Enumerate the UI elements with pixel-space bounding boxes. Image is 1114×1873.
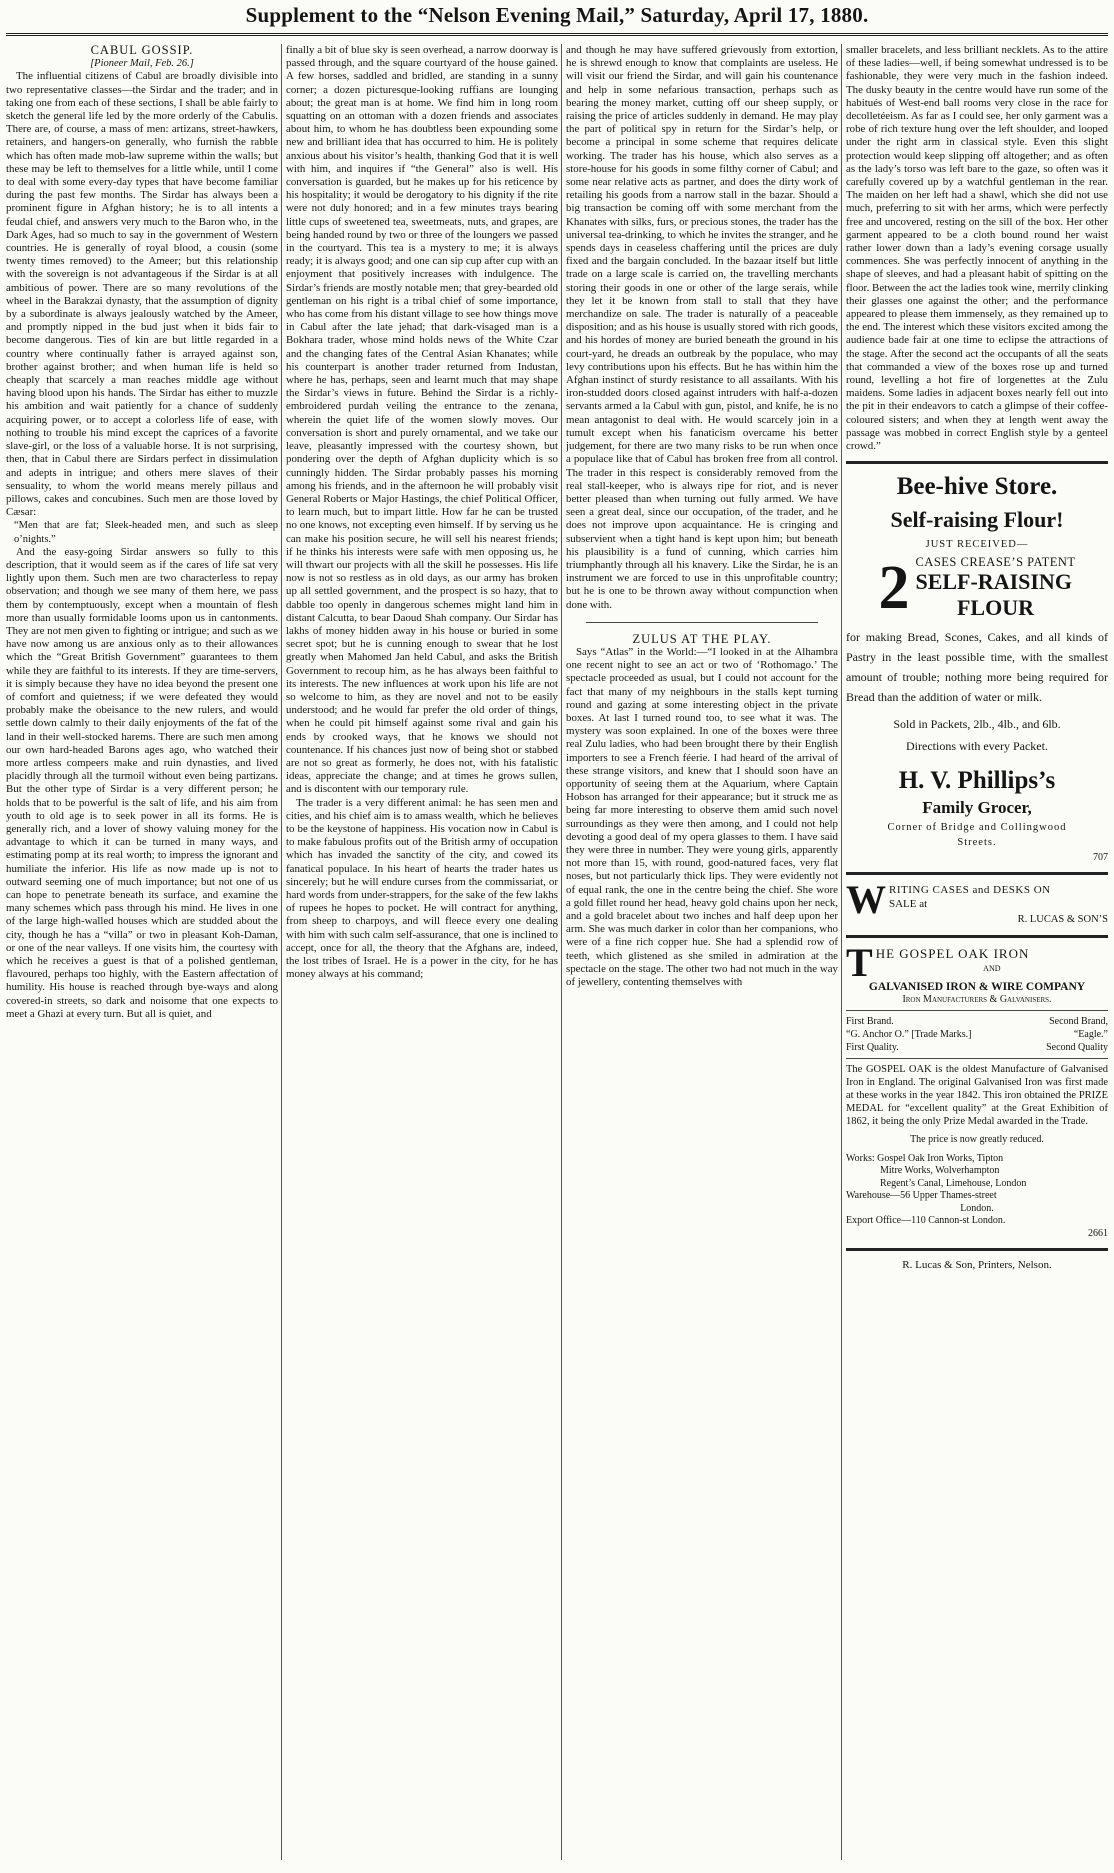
ad-product-name-2: FLOUR: [956, 594, 1034, 620]
ad-dropcap: T: [846, 945, 873, 980]
article-paragraph: And the easy-going Sirdar answers so fully to this description, that it would seem as if the cares of life sat very lightly upon them. Such men are two characterless to repay observation; and though we see many of them here, we pass them by contemptuously, except when a mountain of flesh more than usually formidable looms upon us in cantonments. They are not men given to fighting or intrigue; and such as we have now among us are anxious only as to their allowances which the “Great British Government” guarantees to them while they are faithful to its interests. If they are time-servers, it is simply because they have no idea beyond the present one of comfort and quietness; if we were defeated they would probably make the obeisance to the new rulers, and would settle down calmly to their daily enjoyments of the fat of the land in their well-stocked harems. There are such men among our own hard-headed Barons ages ago, who watched their more artless compeers make and ruin dynasties, and lived placidly through all the turmoil without even being partizans. But the other type of Sirdar is a very different person; he holds that to be powerful is the salt of life, and his aim from youth to old age is to seek power in all its forms. He is generally rich, and a lover of showy valuing money for the advantage to which it can be turned in many ways, and estimating pomp at its real worth; to impress the ignorant and humiliate the inferior. His life as now made up is not to outward seeming one of much importance; but not one of us can hope to penetrate beneath its surface, and examine the many schemes which pass through his mind. He lives in one of the large high-walled houses which are studded about the city, though he has a “villa” or two in pleasant Koh-Daman, or one of the near valleys. If one visits him, the courtesy with which he receives a guest is that of a polished gentleman, flavoured, perhaps too highly, with the Eastern affectation of humility. His house is reached through bye-ways and along covered-in streets, so dark and noisome that one expects to meet a Ghazi at every turn. But all is quiet, and: [6, 545, 278, 1020]
ad-seller: R. LUCAS & SON’S: [1017, 914, 1108, 926]
ad-line: AND: [983, 963, 1001, 973]
column-1: [6, 44, 278, 1860]
masthead-rule: [6, 33, 1108, 36]
ad-grocer-name: H. V. Phillips’s: [898, 766, 1056, 794]
ad-ref-number: 2661: [1088, 1227, 1108, 1239]
article-quotation: “Men that are fat; Sleek-headed men, and such as sleep o’nights.”: [14, 520, 278, 545]
ad-body-text: for making Bread, Scones, Cakes, and all kinds of Pastry in the least possible time, with the smallest amount of trouble; nothing more being required for Bread than the addition of water or milk.: [846, 629, 1108, 704]
article-paragraph: smaller bracelets, and less brilliant necklets. As to the attire of these ladies—well, if being somewhat undressed is to be fashionable, they were very much in the fashion indeed. The dusky beauty in the centre would have run some of the habitués of West-end ball rooms very close in the race for decolletéeism. As far as I could see, her only garment was a robe of rich texture hung over the left shoulder, and looped under the right arm in classical style. Even this slight protection would keep slipping off altogether; and as often as the lady’s torso was left bare to the gaze, so often was it carefully covered up by a watchful gentleman in the rear. The maiden on her left had a shawl, which she did not use much, preferring to sit with her arms, which were perfectly free and uncovered, resting on the sill of the box. Her other garment appeared to be a cloth bound round her waist rather lower down than a lady’s evening corsage usually commences. She was perfectly innocent of anything in the shape of sleeves, and had a pleasant habit of spitting on the floor. Between the act the ladies took wine, merrily clinking their glasses one against the other; and the performance appeared to please them immensely, as they remained up to the end. The interest which these visitors excited among the audience bade fair at one time to eclipse the attractions of the stage. After the second act the occupants of all the seats that commanded a view of the boxes rose up and turned round, levelling a hot fire of lorgenettes at the Zulu maidens. Some ladies in adjacent boxes nearly fell out into the pit in their endeavors to catch a glimpse of their coffee-coloured sisters; and when they at length went away the passage was mobbed in correct English style by a genteel crowd.”: [846, 44, 1108, 453]
column-divider: [841, 44, 842, 1860]
column-divider: [281, 44, 282, 1860]
ad-history: The GOSPEL OAK is the oldest Manufacture of Galvanised Iron in England. The original Galvanised Iron was first made at these works in the year 1842. This iron obtained the PRIZE MEDAL for “excellent quality” at the Great Exhibition of 1862, it being the only Prize Medal awarded in the Trade.: [846, 1064, 1108, 1128]
ad-warehouse: Warehouse—56 Upper Thames-street: [846, 1190, 997, 1202]
ad-works: Works: Gospel Oak Iron Works, Tipton: [846, 1152, 1004, 1164]
article-title-cabul: CABUL GOSSIP.: [90, 44, 194, 57]
ad-rule: [846, 1010, 1108, 1011]
column-4: [846, 44, 1108, 1860]
article-paragraph: The influential citizens of Cabul are broadly divisible into two representative classes—the Sirdar and the trader; and in taking one from each of these sections, I shall be able fairly to sketch the general life led by the more orderly of the Cabulis. There are, of course, a mass of men: artizans, street-hawkers, retainers, and hangers-on generally, who furnish the rabble which has often made mob-law supreme within the walls; but these may be left to themselves for a little while, until I come to deal with some every-day types that have become familiar during the past few months. The Sirdar has always been a prominent figure in Afghan history; he is to all intents a feudal chief, and answers very much to the Baron who, in the Dark Ages, had so much to say in the government of Western countries. He is generally of royal blood, a cousin (some twenty times removed) to the Ameer; but this relationship with the sovereign is not advantageous if the Sirdar is at all ambitious of power. There are so many revolutions of the wheel in the Barakzai dynasty, that the assumption of dignity by a subordinate is always jealously watched by the Ameer, and promptly nipped in the bud just when it bids fair to become dangerous. Ties of kin are but little regarded in a country where continually father is arrayed against son, brother against brother; and when human life is held so cheaply that scarcely a man reaches middle age without having blood upon his hands. The Sirdar has either to muzzle his ambition and wait patiently for a chance of suddenly acquiring power, or to accept a colorless life of ease, with nothing to trouble his mind except the caprices of a favorite slave-girl, or the loss of a valuable horse. It is not surprising, then, that in Cabul there are Sirdars perfect in dissimulation and adepts in intrigue; and others mere slaves of their sensuality, to whom the world means merely pillaus and pillows, cakes and concubines. Such men are those loved by Cæsar:: [6, 70, 278, 519]
ad-product-lines: [915, 556, 1075, 621]
article-source: [Pioneer Mail, Feb. 26.]: [90, 58, 194, 70]
ad-line: HE GOSPEL OAK IRON: [875, 945, 1030, 961]
ad-makers: Iron Manufacturers & Galvanisers.: [902, 993, 1052, 1005]
ad-product-name: SELF-RAISING: [915, 568, 1072, 594]
article-paragraph: Says “Atlas” in the World:—“I looked in at the Alhambra one recent night to see an act or two of ‘Rothomago.’ The spectacle proceeded as usual, but I could not account for the fact that many of my neighbours in the stalls kept turning round and gazing at some interesting object in the private boxes. At last I turned round too, to see what it was. The mystery was soon explained. In one of the boxes were three real Zulu ladies, who had been brought there by their English importers to see a French féerie. I had heard of the arrival of these strange visitors, and knew that I should soon have an opportunity of seeing them at the Aquarium, where Captain Hobson has arranged for their appearance; but it struck me as being far more interesting to observe them amid such novel surroundings as they were then among, and I could not help devoting a good deal of my opera glasses to them. I have said they were three in number. They were young girls, apparently not more than 15, with round, good-natured faces, very flat noses, but not particularly thick lips. They were evidently not of equal rank, the one in the centre being the chief. She wore a gold fillet round her head, heavy gold chains upon her neck, and a gold bracelet about two inches and half deep upon her arm. She was much darker in color than her companions, who were of a fine rich copper hue. She had a splendid row of teeth, which glistened as she smiled in admiration at the spectacle on the stage. The other two had not much in the way of jewellery, contenting themselves with: [566, 645, 838, 989]
ad-ref-number: 707: [1093, 852, 1108, 864]
ad-beehive-store: [846, 472, 1108, 864]
ad-separator: [846, 935, 1108, 938]
ad-dropcap: W: [846, 883, 886, 923]
ad-brand: First Brand.: [846, 1016, 894, 1028]
ad-quality: Second Quality: [1046, 1042, 1108, 1054]
ad-warehouse: London.: [960, 1202, 994, 1214]
ad-quality-row: [846, 1041, 1108, 1054]
masthead: Supplement to the “Nelson Evening Mail,” Saturday, April 17, 1880.: [245, 3, 869, 27]
ad-price: The price is now greatly reduced.: [910, 1134, 1044, 1146]
ad-works: Mitre Works, Wolverhampton: [880, 1165, 1000, 1177]
ad-brand: Second Brand,: [1049, 1016, 1108, 1028]
ad-works: Regent’s Canal, Limehouse, London: [880, 1177, 1027, 1189]
ad-store-name: Bee-hive Store.: [896, 473, 1058, 501]
ad-export: Export Office—110 Cannon-st London.: [846, 1215, 1006, 1227]
article-paragraph: finally a bit of blue sky is seen overhead, a narrow doorway is passed through, and the square courtyard of the house gained. A few horses, saddled and bridled, are standing in a sunny corner; a dozen picturesque-looking ruffians are lounging about; the great man is at home. We find him in long room squatting on an ottoman with a dozen friends and associates about him, to whom he has doubtless been expounding some new and brilliant idea that has occurred to him. He is politely anxious about his visitor’s health, thanking God that it is well with him, and inquires if “the General” also is well. His conversation is guarded, but he makes up for his reticence by his hospitality; it would be derogatory to his dignity if the rite were not duly honored; and in a few minutes trays bearing little cups of sweetened tea, sweetmeats, nuts, and grapes, are being handed round by two or three of the loungers we passed in the courtyard. This tea is a mystery to me; it is always ready; it is always good; and one can sip cup after cup with an enjoyment that positively increases with indulgence. The Sirdar’s friends are mostly notable men; that grey-bearded old gentleman on his right is a tribal chief of some importance, who has come from his distant village to see how things move in Cabul after the late jehad; that dark-visaged man is a Bokhara trader, whose mind holds news of the White Czar and the changing fates of the Central Asian Khanates; while his counterpart is another trader returned from Industan, where he has, perhaps, seen and learnt much that may shape the Sirdar’s views in future. Behind the Sirdar is a richly-embroidered purdah veiling the entrance to the zenana, wherein the quiet life of the women slowly moves. Our conversation is short and purely ornamental, and we take our leave, pleasantly impressed with the courtesy shown, but pondering over the depth of Afghan duplicity which is so cunningly hidden. The Sirdar probably passes his morning among his friends, and in the afternoon he will probably visit General Roberts or Major Hastings, the chief Political Officer, to learn much, but to impart little. How far he can be trusted no one knows, not excepting even himself. If by serving us he can make his position secure, he will sell his nearest friends; if he thinks his interests were safe with men opposing us, he will thwart our projects with all the skill he possesses. His life now is not so restless as in old days, as our army has broken up all settled government, and the prospect is so hazy, that to dabble too openly in dangerous schemes might land him in distant Calcutta, to bear Daoud Shah company. Our Sirdar has lakhs of money hidden away in his house or buried in some secret spot; but he is cunning enough to swear that he lost greatly when Mahomed Jan held Cabul, and asks the British Government to recoup him, as he has always been faithful to its interests. The new influences at work upon his life are not so welcome to him, as they are novel and not to be easily understood; and he would far prefer the old order of things, when he could pit himself against some rival and gain his ends by crooked ways, that he knows we should not countenance. If his chances just now of being shot or stabbed are not so great as formerly, he does not, with his fatalistic ideas, appreciate the change; and at times he grows sullen, and is discontent with our temporary rule.: [286, 44, 558, 796]
ad-line: RITING CASES and DESKS ON: [889, 884, 1051, 897]
article-title-zulus: ZULUS AT THE PLAY.: [632, 631, 772, 646]
ad-product-block: [846, 556, 1108, 621]
column-3: [566, 44, 838, 1860]
ad-gospel-oak: [846, 946, 1108, 1241]
ad-quality: First Quality.: [846, 1042, 899, 1054]
ad-line: SALE at: [889, 898, 928, 911]
ad-brand-mark: “Eagle.”: [1073, 1029, 1108, 1041]
ad-headline: Self-raising Flour!: [890, 507, 1064, 533]
column-divider: [561, 44, 562, 1860]
ad-rule: [846, 1058, 1108, 1059]
article-paragraph: and though he may have suffered grievously from extortion, he is shrewd enough to know that complaints are useless. He will visit our friend the Sirdar, and will gain his countenance and help in some nefarious transaction, perhaps such as bearing the money market, cutting off our sheep supply, or raising the price of articles suddenly in demand. He may play the part of political spy in return for the Sirdar’s help, or become a principal in some scheme that requires delicate working. The trader has his house, which also serves as a store-house for his goods in some filthy corner of Cabul; and some near relative acts as partner, and does the dirty work of retailing his goods from a narrow stall in the bazar. Should a big transaction be coming off with some merchant from the Khanates with silks, furs, or precious stones, the trader has the universal tea-drinking, to which he invites the stranger, and he spends days in ceaseless chaffering until the prices are duly fixed and the bargain concluded. In the bazaar itself but little trade on a large scale is carried on, the travelling merchants storing their goods in one or other of the large serais, while they let it be known from stall to stall that they have merchandize on sale. The trader is naturally of a peaceable disposition; and as his house is usually stored with rich goods, and his hordes of money are buried beneath the ground in his court-yard, he dreads an outbreak by the populace, who may levy contributions upon his effects. But he has within him the Afghan instinct of sturdy resistance to all assailants. With his iron-studded doors closed against intruders with half-a-dozen servants armed a la Cabul with gun, pistol, and knife, he is no mean antagonist to deal with. He would scarcely join in a tumult except when his fanaticism overcame his better judgement, for there are two many risks to be run when once a populace like that of Cabul has broken free from all control. The trader in this respect is considerably removed from the real stall-keeper, who is always ripe for riot, and is never better pleased than when turning out fully armed. We have seen a great deal, since our occupation, of the trader, and he does not improve upon acquaintance. He is cringing and subservient when a tight hand is kept upon him; but beneath his plausibility is a fund of cunning, which carries him triumphantly through all his knavery. Like the Sirdar, he is an instrument we are forced to use in this unprofitable country; but he is one to be thrown away without compunction when done with.: [566, 44, 838, 611]
ad-grocer-title: Family Grocer,: [922, 797, 1032, 817]
ad-packets: Sold in Packets, 2lb., 4lb., and 6lb.: [893, 716, 1061, 731]
printer-imprint: R. Lucas & Son, Printers, Nelson.: [902, 1259, 1052, 1272]
ad-lucas: [846, 883, 1108, 926]
article-separator: [586, 622, 818, 623]
ad-just-received: JUST RECEIVED—: [925, 539, 1029, 551]
article-paragraph: The trader is a very different animal: he has seen men and cities, and his chief aim is to amass wealth, which he believes to be the keystone of happiness. His vocation now in Cabul is to make fabulous profits out of the British army of occupation which has invaded the sanctity of the city, and cowed its fanatical populace. In his heart of hearts the trader hates us sincerely; but he will endure curses from the commissariat, or hard words from under-strappers, for the sake of the few lakhs of rupees he hopes to pocket. He will contract for anything, from sheep to charpoys, and will fleece every one dealing with him with such calm self-assurance, that one is inclined to accept, once for all, the theory that the Afghans are, indeed, the lost tribes of Israel. He is a power in the city, for he has money always at his command;: [286, 796, 558, 981]
ad-address: Corner of Bridge and Collingwood: [887, 821, 1067, 833]
ad-separator: [846, 872, 1108, 875]
ad-cases-line: CASES CREASE’S PATENT: [915, 554, 1076, 569]
ad-company: GALVANISED IRON & WIRE COMPANY: [868, 980, 1086, 993]
ad-separator: [846, 1248, 1108, 1251]
column-2: [286, 44, 558, 1860]
ad-brand-row: [846, 1028, 1108, 1041]
ad-address-2: Streets.: [957, 836, 997, 848]
ad-directions: Directions with every Packet.: [906, 738, 1048, 753]
ad-separator: [846, 461, 1108, 464]
ad-case-count: 2: [878, 554, 910, 623]
ad-brand-row: [846, 1015, 1108, 1028]
ad-brand-mark: “G. Anchor O.” [Trade Marks.]: [846, 1029, 972, 1041]
